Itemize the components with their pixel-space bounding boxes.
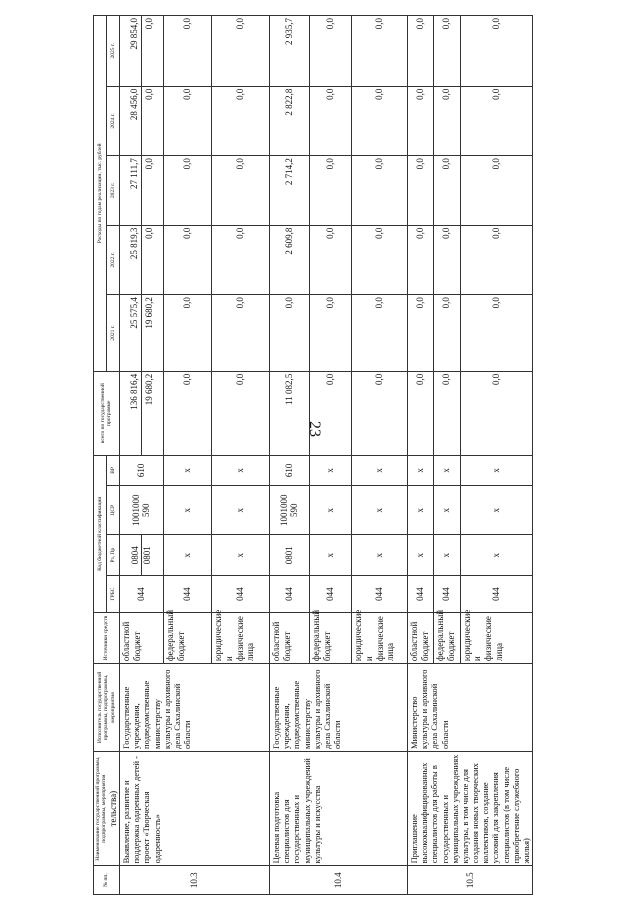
rzpr-cell: 0801 [269, 535, 309, 576]
rzpr-cell: x [407, 535, 433, 576]
year-2021-cell: 0,0 [163, 295, 211, 372]
header-name: Наименование государственной программы, подпрограммы, мероприятия тельства) [94, 751, 120, 865]
header-source: Источники средств [94, 612, 120, 663]
year-2024-cell: 0,0 [434, 86, 460, 155]
year-2024-cell: 0,0 [163, 86, 211, 155]
header-year-2022: 2022 г. [106, 225, 119, 294]
header-executor: Исполнитель государственной программы, подпрограммы, мероприятия [94, 664, 120, 752]
year-2024-cell: 0,0 [407, 86, 433, 155]
total-cell: 0,0 [460, 371, 533, 455]
header-csr: ЦСР [106, 486, 119, 535]
rzpr-value: 0801 [141, 535, 153, 575]
source-cell: областной бюджет [119, 612, 163, 663]
total-cell [119, 371, 163, 455]
csr-cell: x [351, 486, 407, 535]
year-value: 0,0 [141, 226, 156, 294]
year-value: 25 575,4 [128, 297, 139, 329]
rzpr-cell: x [163, 535, 211, 576]
csr-value: 1001000 [130, 494, 141, 527]
source-cell: юридические и физические лица [351, 612, 407, 663]
year-2023-cell: 0,0 [460, 156, 533, 225]
grbs-cell: 044 [407, 576, 433, 613]
year-2025-cell: 0,0 [460, 16, 533, 87]
year-2024-cell: 2 822,8 [269, 86, 309, 155]
table-row [407, 16, 433, 895]
grbs-cell: 044 [211, 576, 269, 613]
source-cell: федеральный бюджет [163, 612, 211, 663]
rzpr-cell [119, 535, 163, 576]
source-cell: федеральный бюджет [434, 612, 460, 663]
vr-cell: 610 [269, 455, 309, 486]
csr-cell: x [163, 486, 211, 535]
source-cell: юридические и физические лица [460, 612, 533, 663]
header-year-2023: 2023 г. [106, 156, 119, 225]
year-2021-cell: 0,0 [351, 295, 407, 372]
budget-table [93, 15, 533, 895]
total-cell: 0,0 [434, 371, 460, 455]
header-year-2024: 2024 г. [106, 86, 119, 155]
year-2022-cell: 0,0 [434, 225, 460, 294]
csr-cell: x [460, 486, 533, 535]
vr-cell: x [351, 455, 407, 486]
vr-cell: x [309, 455, 351, 486]
year-2024-cell: 0,0 [211, 86, 269, 155]
year-2023-cell: 0,0 [211, 156, 269, 225]
year-2025-cell [119, 16, 163, 87]
rotated-table-container [93, 15, 548, 895]
year-2021-cell: 0,0 [407, 295, 433, 372]
total-cell: 0,0 [163, 371, 211, 455]
year-value: 19 680,2 [141, 295, 156, 371]
vr-cell: x [460, 455, 533, 486]
total-cell: 0,0 [351, 371, 407, 455]
header-total: всего по государственной программе [94, 371, 120, 455]
grbs-cell: 044 [269, 576, 309, 613]
header-years-group: Расходы по годам реализации, тыс. рублей [94, 16, 107, 372]
rzpr-cell: x [460, 535, 533, 576]
csr-cell [269, 486, 309, 535]
row-num: 10.4 [269, 866, 407, 895]
year-2021-cell: 0,0 [269, 295, 309, 372]
year-2023-cell [119, 156, 163, 225]
year-value: 0,0 [141, 16, 156, 86]
year-2025-cell: 0,0 [351, 16, 407, 87]
csr-value: 590 [141, 503, 152, 518]
row-executor: Министерство культуры и архивного дела Сахалинской области [407, 664, 532, 752]
csr-cell: x [407, 486, 433, 535]
year-2021-cell [119, 295, 163, 372]
year-2022-cell: 0,0 [460, 225, 533, 294]
year-2021-cell: 0,0 [434, 295, 460, 372]
year-2022-cell: 0,0 [407, 225, 433, 294]
rzpr-cell: x [434, 535, 460, 576]
row-num: 10.3 [119, 866, 269, 895]
row-executor: Государственные учреждения, подведомственные министерству культуры и архивного дела Сахалинской области [269, 664, 407, 752]
year-2022-cell: 0,0 [351, 225, 407, 294]
year-value: 29 854,0 [128, 18, 139, 50]
header-year-2025: 2025 г. [106, 16, 119, 87]
header-rzpr: Рз, Пр [106, 535, 119, 576]
year-value: 27 111,7 [128, 158, 139, 189]
year-2023-cell: 2 714,2 [269, 156, 309, 225]
year-2023-cell: 0,0 [163, 156, 211, 225]
year-2022-cell: 0,0 [163, 225, 211, 294]
csr-value: 590 [289, 503, 300, 518]
rzpr-value: 0804 [130, 546, 141, 565]
year-2022-cell: 0,0 [309, 225, 351, 294]
row-num: 10.5 [407, 866, 532, 895]
year-value: 0,0 [141, 156, 156, 224]
grbs-cell: 044 [309, 576, 351, 613]
header-grbs: ГРБС [106, 576, 119, 613]
grbs-cell: 044 [163, 576, 211, 613]
total-cell: 11 082,5 [269, 371, 309, 455]
rzpr-cell: x [351, 535, 407, 576]
row-executor: Государственные учреждения, подведомственные министерству культуры и архивного дела Сахалинской области [119, 664, 269, 752]
year-2024-cell: 0,0 [309, 86, 351, 155]
year-2024-cell: 0,0 [351, 86, 407, 155]
year-2025-cell: 0,0 [211, 16, 269, 87]
row-name: Целевая подготовка специалистов для государственных и муниципальных учреждений культуры и искусства [269, 751, 407, 865]
row-name: Выявление, развитие и поддержка одаренных детей - проект «Творческая одаренность» [119, 751, 269, 865]
vr-cell: 610 [119, 455, 163, 486]
year-2023-cell: 0,0 [407, 156, 433, 225]
grbs-cell: 044 [119, 576, 163, 613]
table-row [119, 16, 163, 895]
rzpr-cell: x [309, 535, 351, 576]
total-value: 19 680,2 [141, 372, 156, 455]
vr-cell: x [434, 455, 460, 486]
grbs-cell: 044 [460, 576, 533, 613]
header-vr: ВР [106, 455, 119, 486]
total-value: 136 816,4 [128, 373, 139, 410]
page-number: 23 [306, 421, 323, 437]
year-2022-cell: 0,0 [211, 225, 269, 294]
csr-cell [119, 486, 163, 535]
year-2023-cell: 0,0 [434, 156, 460, 225]
year-value: 25 819,3 [128, 227, 139, 260]
source-cell: областной бюджет [269, 612, 309, 663]
grbs-cell: 044 [351, 576, 407, 613]
source-cell: федеральный бюджет [309, 612, 351, 663]
year-2025-cell: 2 935,7 [269, 16, 309, 87]
year-2021-cell: 0,0 [460, 295, 533, 372]
year-2022-cell [119, 225, 163, 294]
source-cell: областной бюджет [407, 612, 433, 663]
rzpr-cell: x [211, 535, 269, 576]
total-cell: 0,0 [309, 371, 351, 455]
year-value: 0,0 [141, 87, 156, 155]
csr-cell: x [434, 486, 460, 535]
total-cell: 0,0 [407, 371, 433, 455]
year-2025-cell: 0,0 [309, 16, 351, 87]
vr-cell: x [407, 455, 433, 486]
source-cell: юридические и физические лица [211, 612, 269, 663]
year-2025-cell: 0,0 [434, 16, 460, 87]
csr-value: 1001000 [278, 494, 289, 527]
year-2021-cell: 0,0 [309, 295, 351, 372]
csr-cell: x [309, 486, 351, 535]
csr-cell: x [211, 486, 269, 535]
header-num: № пп. [94, 866, 120, 895]
year-2025-cell: 0,0 [407, 16, 433, 87]
year-2021-cell: 0,0 [211, 295, 269, 372]
header-year-2021: 2021 г. [106, 295, 119, 372]
grbs-cell: 044 [434, 576, 460, 613]
year-2023-cell: 0,0 [309, 156, 351, 225]
header-row-top [94, 16, 107, 895]
year-value: 28 456,0 [128, 88, 139, 121]
total-cell: 0,0 [211, 371, 269, 455]
header-budget-group: Код бюджетной классификации [94, 455, 107, 612]
year-2025-cell: 0,0 [163, 16, 211, 87]
year-2024-cell: 0,0 [460, 86, 533, 155]
year-2024-cell [119, 86, 163, 155]
year-2022-cell: 2 609,8 [269, 225, 309, 294]
row-name: Приглашение высококвалифицированных специалистов для работы в государственных и муниципальных учреждениях культуры, в том числе для создания новых творческих коллективов, создание условий для закрепления специалистов (в том числе приобретение служебного жилья) [407, 751, 532, 865]
vr-cell: x [211, 455, 269, 486]
vr-cell: x [163, 455, 211, 486]
year-2023-cell: 0,0 [351, 156, 407, 225]
table-row [269, 16, 309, 895]
